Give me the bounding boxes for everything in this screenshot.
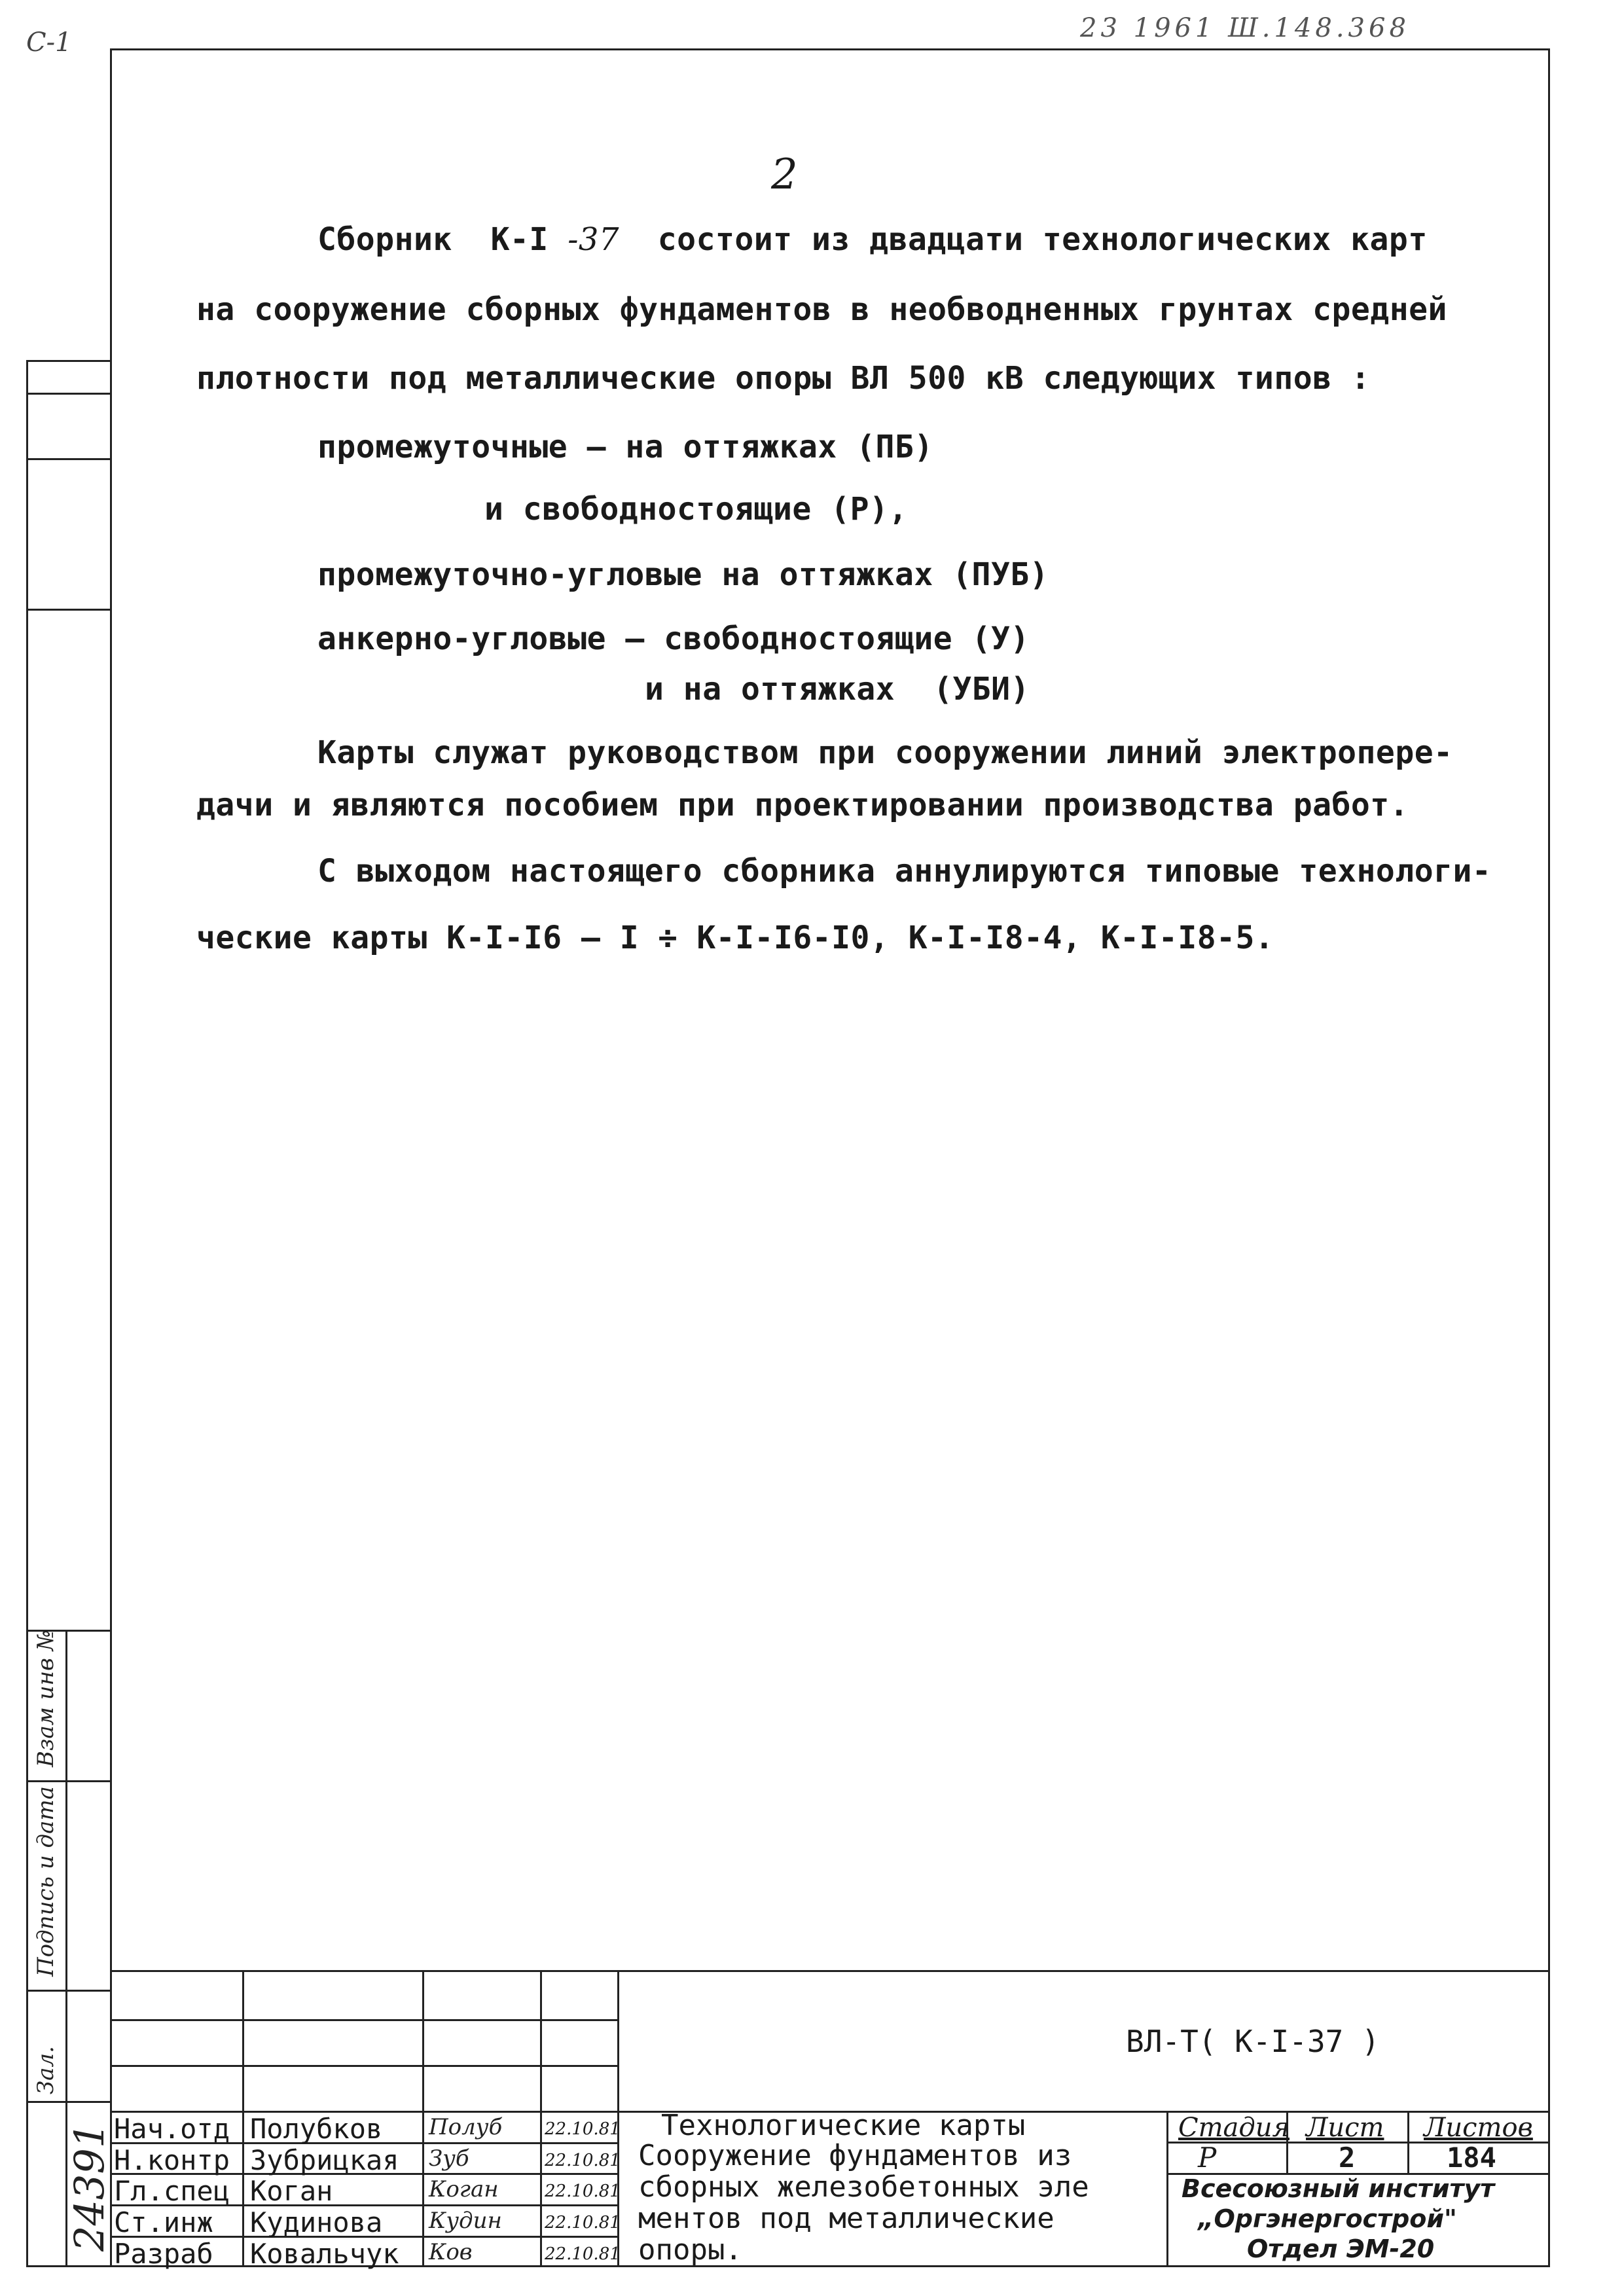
signature: Ков [429,2239,473,2265]
role-cell: Гл.спец [114,2175,230,2207]
sign-date-label: Подпись и дата [33,1786,59,1977]
body-line: промежуточно-угловые на оттяжках (ПУБ) [317,556,1049,593]
doc-title-line: Технологические карты [661,2109,1026,2142]
signature: Зуб [429,2145,469,2172]
role-cell: Нач.отд [114,2113,230,2145]
organisation-line: „Оргэнергострой" [1198,2204,1457,2233]
body-line: плотности под металлические опоры ВЛ 500 кВ следующих типов : [196,360,1371,397]
body-line: С выходом настоящего сборника аннулируются типовые технологи- [317,853,1492,889]
date-cell: 22.10.81 [545,2213,621,2233]
signature: Коган [429,2176,499,2202]
corner-mark-right: 23 1961 Ш.148.368 [1080,13,1410,43]
role-cell: Ст.инж [114,2206,213,2238]
date-cell: 22.10.81 [545,2244,621,2264]
date-cell: 22.10.81 [545,2119,621,2139]
name-cell: Коган [250,2175,333,2207]
stage-label: Стадия [1178,2113,1290,2143]
corner-mark-left: С-1 [26,27,72,58]
margin-strip [26,360,110,2267]
name-cell: Кудинова [250,2206,383,2238]
organisation-line: Отдел ЭМ-20 [1247,2234,1435,2263]
name-cell: Зубрицкая [250,2144,399,2176]
body-line: ческие карты К-I-I6 – I ÷ К-I-I6-I0, К-I-I8-4, К-I-I8-5. [196,920,1274,956]
orig-inv-number: 24391 [65,2122,113,2251]
stage-value: Р [1198,2142,1217,2174]
doc-title-line: ментов под металлические [638,2202,1055,2235]
body-line: на сооружение сборных фундаментов в необводненных грунтах средней [196,291,1447,328]
signature: Полуб [429,2114,503,2140]
document-code: ВЛ-Т( К-I-37 ) [1126,2024,1380,2059]
name-cell: Ковальчук [250,2238,399,2270]
body-line: промежуточные – на оттяжках (ПБ) [317,429,933,465]
date-cell: 22.10.81 [545,2151,621,2170]
body-line: дачи и являются пособием при проектировании производства работ. [196,787,1409,823]
organisation-line: Всесоюзный институт [1182,2174,1495,2203]
signature: Кудин [429,2208,502,2234]
sheet-value: 2 [1339,2142,1356,2174]
doc-title-line: Сооружение фундаментов из [638,2139,1072,2172]
doc-title-line: сборных железобетонных эле [638,2170,1089,2204]
body-line: Карты служат руководством при сооружении линий электропере- [317,734,1453,771]
role-cell: Н.контр [114,2144,230,2176]
sheets-label: Листов [1424,2113,1533,2143]
title-block-top [110,1970,1550,1972]
body-line: анкерно-угловые – свободностоящие (У) [317,620,1030,657]
inv-replace-label: Взам инв № [33,1630,59,1767]
name-cell: Полубков [250,2113,383,2145]
role-cell: Разраб [114,2238,213,2270]
sheets-value: 184 [1447,2142,1496,2174]
date-cell: 22.10.81 [545,2181,621,2201]
body-line: и на оттяжках (УБИ) [645,671,1030,708]
body-line: Сборник К-I -37 состоит из двадцати технологических карт [317,221,1428,258]
orig-inv-label: Зал. [33,2046,59,2094]
page-number: 2 [771,151,798,199]
body-line: и свободностоящие (Р), [484,491,908,528]
sheet-label: Лист [1306,2113,1384,2143]
doc-title-line: опоры. [638,2233,742,2267]
